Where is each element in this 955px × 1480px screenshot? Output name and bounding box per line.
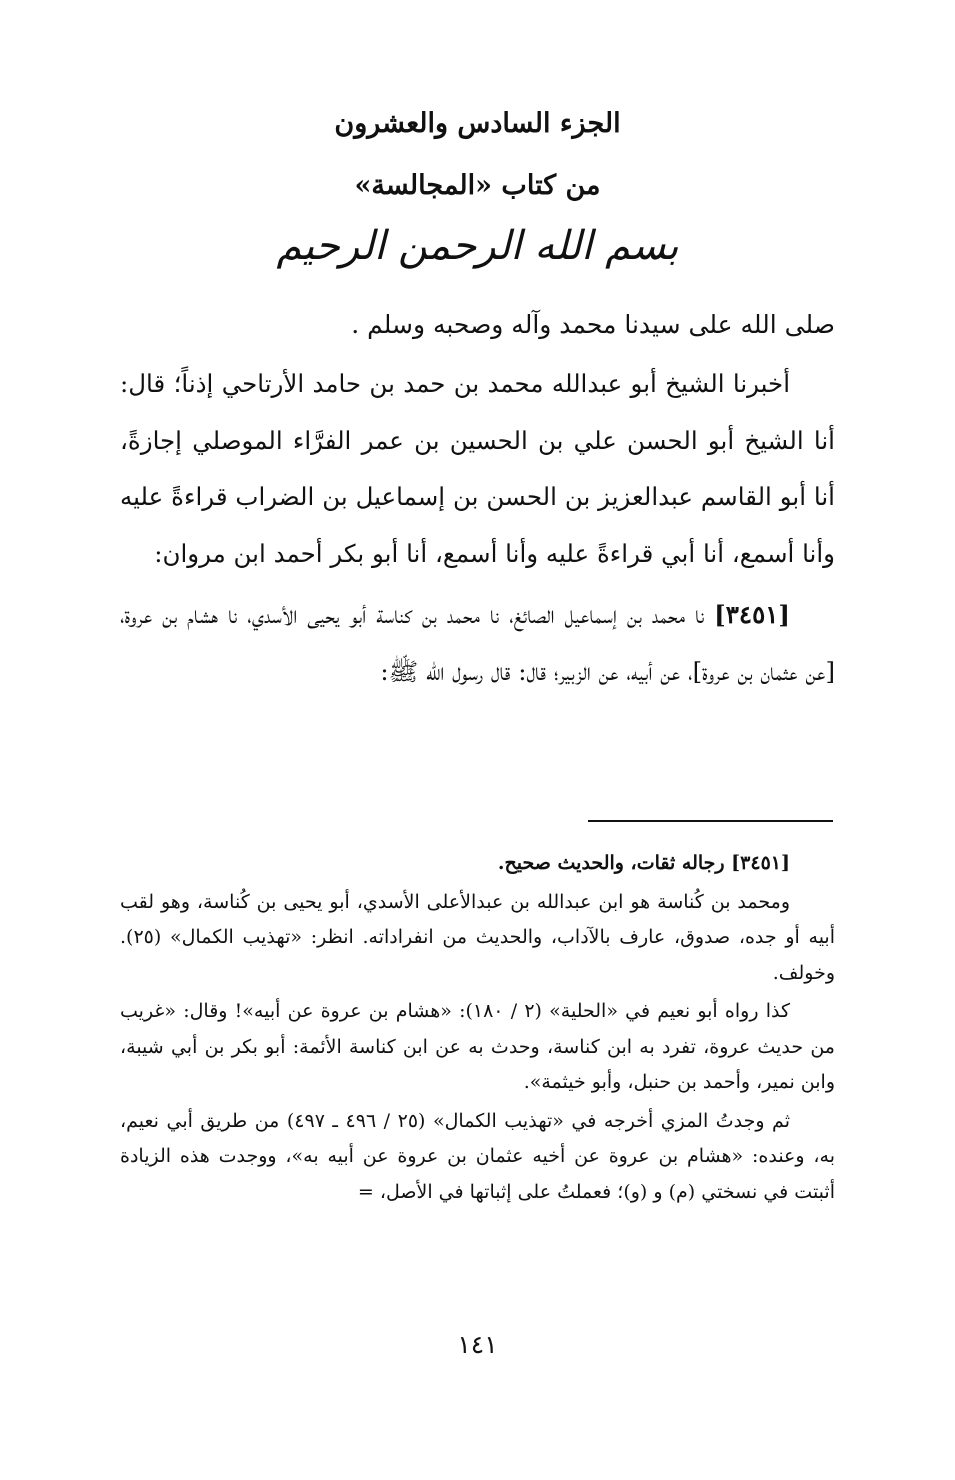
salutation: صلى الله على سيدنا محمد وآله وصحبه وسلم . xyxy=(351,310,835,339)
part-title: الجزء السادس والعشرون xyxy=(334,108,621,139)
hadith-number: [٣٤٥١] xyxy=(714,600,790,629)
isnad-chain: أخبرنا الشيخ أبو عبدالله محمد بن حمد بن حامد الأرتاحي إذناً؛ قال: أنا الشيخ أبو الحسن علي بن الحسين بن عمر الفرَّاء الموصلي إجازةً، أنا أبو القاسم عبدالعزيز بن الحسن بن إسماعيل بن الضراب قراءةً عليه وأنا أسمع، أنا أبي قراءةً عليه وأنا أسمع، أنا أبو بكر أحمد ابن مروان: xyxy=(120,369,835,568)
main-text xyxy=(120,356,835,700)
hadith-text: نا محمد بن إسماعيل الصائغ، نا محمد بن كناسة أبو يحيى الأسدي، نا هشام بن عروة، [عن عثمان بن عروة]، عن أبيه، عن الزبير؛ قال: قال رسول الله ﷺ: xyxy=(120,600,835,686)
hadith-paragraph xyxy=(120,587,835,700)
footnote-paragraph: ومحمد بن كُناسة هو ابن عبدالله بن عبدالأعلى الأسدي، أبو يحيى بن كُناسة، وهو لقب أبيه أو جده، صدوق، عارف بالآداب، والحديث من انفراداته. انظر: «تهذيب الكمال» (٢٥). وخولف. xyxy=(120,890,835,984)
book-title: من كتاب «المجالسة» xyxy=(354,170,601,201)
footnote-paragraph: ثم وجدتُ المزي أخرجه في «تهذيب الكمال» (٢٥ / ٤٩٦ ـ ٤٩٧) من طريق أبي نعيم، به، وعنده: «هشام بن عروة عن أخيه عثمان بن عروة عن أبيه به»، ووجدت هذه الزيادة أثبتت في نسختي (م) و (و)؛ فعملتُ على إثباتها في الأصل، = xyxy=(120,1109,835,1203)
footnote-paragraph: كذا رواه أبو نعيم في «الحلية» (٢ / ١٨٠): «هشام بن عروة عن أبيه»! وقال: «غريب من حديث عروة، تفرد به ابن كناسة، وحدث به عن ابن كناسة الأئمة: أبو بكر بن أبي شيبة، وابن نمير، وأحمد بن حنبل، وأبو خيثمة». xyxy=(120,1000,835,1093)
footnote-heading: [٣٤٥١] رجاله ثقات، والحديث صحيح. xyxy=(497,852,790,874)
basmala: بسم الله الرحمن الرحيم xyxy=(276,223,679,269)
page-number: ١٤١ xyxy=(457,1330,498,1359)
footnotes xyxy=(120,846,835,1210)
footnote-separator xyxy=(588,820,833,822)
